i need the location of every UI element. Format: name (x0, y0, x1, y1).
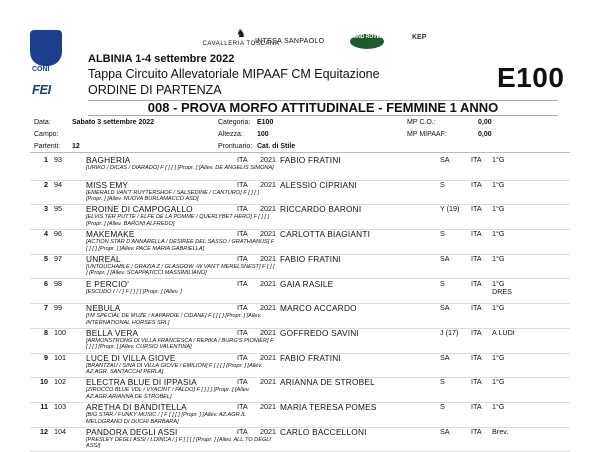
categoria-value: E100 (257, 119, 274, 126)
horse-name: LUCE DI VILLA GIOVE (86, 352, 176, 363)
horse-pedigree: [EMERALD VAN'T RUYTERSHOF / SALSEDINE / CANTURO] F [ ] [ ] [Propr. ] [Allev. NUOVA BURLAMACCO ASD] (86, 189, 260, 203)
table-row (30, 205, 570, 230)
mpco-label: MP C.O.: (407, 119, 436, 126)
fei-logo: FEI (32, 82, 51, 97)
rider-name: RICCARDO BARONI (280, 204, 362, 215)
rider-nation: ITA (471, 229, 482, 239)
rider-category: SA (440, 253, 450, 263)
rider-nation: ITA (471, 327, 482, 337)
entry-number: 9 (44, 352, 48, 362)
horse-nation: ITA (237, 327, 248, 337)
table-row (30, 230, 570, 255)
bib-number: 104 (54, 426, 66, 436)
rider-grade: 1°G (492, 253, 505, 263)
horse-nation: ITA (237, 229, 248, 239)
horse-name: MAKEMAKE (86, 229, 135, 240)
rider-category: J (17) (440, 327, 459, 337)
bib-number: 98 (54, 278, 62, 288)
horse-name: EROINE DI CAMPOGALLO (86, 204, 193, 215)
horse-nation: ITA (237, 278, 248, 288)
rider-category: S (440, 229, 445, 239)
horse-nation: ITA (237, 352, 248, 362)
table-row (30, 156, 570, 181)
rider-grade: 1°G (492, 352, 505, 362)
rider-category: S (440, 278, 445, 288)
horse-year: 2021 (260, 278, 276, 288)
prontuario-value: Cat. di Stile (257, 143, 296, 150)
horse-pedigree: [ELVIS TER PUTTE / ELFE DE LA POMME / QUERLYBET HERO] F [ ] [ ] [Propr. ] [Allev. BARONI ALFREDO] (86, 214, 270, 227)
tappa-title: Tappa Circuito Allevatoriale MIPAAF CM Equitazione (88, 67, 380, 81)
rider-name: GOFFREDO SAVINI (280, 327, 359, 338)
sponsor-kep: KEP (412, 34, 427, 41)
partenti-value: 12 (72, 143, 80, 150)
horse-pedigree: [ARMONSTRONG DI VILLA FRANCESCA / REPIKA / BURG'S PIONIER] F [ ] [ ] [Propr. ] [Allev. CURSIO VALENTINA] (86, 337, 274, 351)
rider-name: ARIANNA DE STROBEL (280, 377, 375, 388)
class-code: E100 (497, 62, 565, 93)
mpmipaaf-label: MP MIPAAF: (407, 131, 447, 138)
data-value: Sabato 3 settembre 2022 (72, 119, 155, 126)
class-banner: 008 - PROVA MORFO ATTITUDINALE - FEMMINE 1 ANNO (88, 100, 558, 116)
bib-number: 102 (54, 377, 66, 387)
event-title: ALBINIA 1-4 settembre 2022 (88, 53, 235, 65)
rider-nation: ITA (471, 253, 482, 263)
horse-nation: ITA (237, 179, 248, 189)
sponsor-land-rover: LAND ROVER (350, 34, 384, 49)
bib-number: 93 (54, 155, 62, 164)
rider-nation: ITA (471, 426, 482, 436)
horse-year: 2021 (260, 426, 276, 436)
coni-logo: CONI (32, 66, 50, 73)
rider-grade: 1°G (492, 278, 505, 288)
entry-number: 4 (44, 229, 48, 239)
horse-name: BELLA VERA (86, 327, 139, 338)
altezza-value: 100 (257, 131, 269, 138)
entry-number: 2 (44, 179, 48, 189)
horse-pedigree: [ACTION STAR D'ANNARELLA / DESIREE DEL SASSO / GRATHIANUS] F [ ] [ ] [Propr. ] [Allev. PACE MARIA GABRIELLA] (86, 239, 275, 252)
horse-pedigree: [UNTOUCHABLE / GRAZIA Z / GLASGOW -W VAN'T MERELSNEST] F [ ] [ ] [Propr. ] [Allev. SCAPPATICCI MASSIMILIANO] (86, 263, 275, 277)
rider-category: SA (440, 426, 450, 436)
rider-grade: 1°G (492, 155, 505, 164)
sponsor-intesa-sanpaolo: INTESA SANPAOLO (255, 38, 325, 45)
rider-name: MARCO ACCARDO (280, 303, 357, 314)
horse-name: BAGHERIA (86, 155, 131, 165)
horse-pedigree: [ZIROCCO BLUE VDL / VYACINT / FALDO] F [ ] [ ] [Propr. ] [Allev. AZ.AGR.ARIANNA DE STROBEL] (86, 387, 250, 400)
horse-year: 2021 (260, 204, 276, 214)
rider-nation: ITA (471, 204, 482, 214)
altezza-label: Altezza: (218, 131, 243, 138)
rider-grade: A LUDI (492, 327, 515, 337)
mpco-value: 0,00 (478, 119, 492, 126)
entry-number: 1 (44, 155, 48, 164)
rider-name: FABIO FRATINI (280, 155, 341, 165)
rider-name: FABIO FRATINI (280, 352, 341, 363)
rider-name: CARLO BACCELLONI (280, 426, 367, 437)
entry-number: 5 (44, 253, 48, 263)
horse-name: NEBULA (86, 303, 121, 314)
horse-name: PANDORA DEGLI ASSI (86, 426, 178, 437)
bib-number: 95 (54, 204, 62, 214)
rider-category: S (440, 377, 445, 387)
entry-number: 7 (44, 303, 48, 313)
horse-name: MISS EMY (86, 179, 129, 190)
bib-number: 99 (54, 303, 62, 313)
rider-category: SA (440, 155, 450, 164)
horse-nation: ITA (237, 426, 248, 436)
fise-logo-label: FISE (40, 58, 52, 64)
rider-category: SA (440, 352, 450, 362)
bib-number: 94 (54, 179, 62, 189)
rider-category: SA (440, 303, 450, 313)
rider-name: GAIA RASILE (280, 278, 334, 289)
entry-number: 10 (40, 377, 48, 387)
rider-grade-extra: DRES (492, 286, 512, 296)
rider-name: CARLOTTA BIAGIANTI (280, 229, 371, 240)
table-row (30, 304, 570, 329)
horse-year: 2021 (260, 352, 276, 362)
horse-nation: ITA (237, 402, 248, 411)
header-separator (30, 152, 570, 153)
horseshoe-icon: ♞ (236, 28, 246, 40)
rider-name: MARIA TERESA POMES (280, 402, 377, 412)
rider-grade: 1°G (492, 377, 505, 387)
horse-nation: ITA (237, 253, 248, 263)
categoria-label: Categoria: (218, 119, 251, 126)
rider-nation: ITA (471, 377, 482, 387)
rider-nation: ITA (471, 155, 482, 164)
entry-number: 12 (40, 426, 48, 436)
horse-nation: ITA (237, 303, 248, 313)
prontuario-label: Prontuario: (218, 143, 253, 150)
bib-number: 103 (54, 402, 66, 411)
table-row (30, 329, 570, 354)
horse-nation: ITA (237, 377, 248, 387)
bib-number: 97 (54, 253, 62, 263)
rider-nation: ITA (471, 278, 482, 288)
horse-year: 2021 (260, 253, 276, 263)
rider-nation: ITA (471, 402, 482, 411)
table-row (30, 181, 570, 206)
ordine-title: ORDINE DI PARTENZA (88, 83, 222, 97)
horse-pedigree: [BIG STAR / FUNKY MUSIC / ] F [ ] [ ] [Propr. ] [Allev. AZ.AGR.IL MELOGRANO DI DUCHI BARBARA] (86, 412, 246, 425)
sponsor-cavalleria-label: CAVALLERIA TOSCANA (202, 41, 280, 47)
mpmipaaf-value: 0,00 (478, 131, 492, 138)
rider-nation: ITA (471, 352, 482, 362)
rider-grade: 1°G (492, 303, 505, 313)
rider-name: ALESSIO CIPRIANI (280, 179, 357, 190)
horse-year: 2021 (260, 377, 276, 387)
horse-year: 2021 (260, 229, 276, 239)
rider-grade: 1°G (492, 229, 505, 239)
data-label: Data: (34, 119, 51, 126)
rider-category: Y (19) (440, 204, 460, 214)
horse-pedigree: [URIKO / DICAS / DIARADO] F [ ] [ ] [Propr. ] [Allev. DE ANGELIS SIMONA] (86, 165, 274, 171)
table-row (30, 255, 570, 280)
rider-grade: 1°G (492, 402, 505, 411)
horse-nation: ITA (237, 155, 248, 164)
rider-category: S (440, 179, 445, 189)
horse-pedigree: [PRESLEY DEGLI ASSI / LOINCA / ] F [ ] [ ] [Propr. ] [Allev. ALL.TO DEGLI ASSI] (86, 436, 271, 450)
entry-number: 6 (44, 278, 48, 288)
table-row (30, 428, 570, 452)
rider-nation: ITA (471, 179, 482, 189)
horse-name: E PERCIO' (86, 278, 130, 289)
bib-number: 101 (54, 352, 66, 362)
horse-year: 2021 (260, 303, 276, 313)
entry-number: 11 (40, 402, 48, 411)
table-row (30, 378, 570, 403)
horse-name: UNREAL (86, 253, 121, 264)
horse-nation: ITA (237, 204, 248, 214)
horse-name: ARETHA DI BANDITELLA (86, 402, 187, 412)
horse-pedigree: [BRANTZAU / SINA DI VILLA GIOVE / EMILION] F [ ] [ ] [Propr. ] [Allev. AZ.AGR. SANTACCHI PERLA] (86, 362, 263, 376)
table-row (30, 403, 570, 428)
rider-name: FABIO FRATINI (280, 253, 341, 264)
rider-grade: 1°G (492, 204, 505, 214)
campo-label: Campo: (34, 131, 59, 138)
horse-pedigree: [ESCUDO I / / ] F [ ] [ ] [Propr. ] [Allev. ] (86, 288, 182, 295)
rider-category: S (440, 402, 445, 411)
partenti-label: Partenti: (34, 143, 61, 150)
rider-grade: 1°G (492, 179, 505, 189)
horse-year: 2021 (260, 402, 276, 411)
horse-pedigree: [I'M SPECIAL DE MUZE / KAPARDIE / CIDANE] F [ ] [ ] [Propr. ] [Allev. INTERNATIONAL HORSES SRL] (86, 313, 262, 326)
table-row (30, 354, 570, 379)
entry-number: 8 (44, 327, 48, 337)
horse-name: ELECTRA BLUE DI IPPASIA (86, 377, 197, 388)
bib-number: 96 (54, 229, 62, 239)
rider-grade: Brev. (492, 426, 509, 436)
horse-year: 2021 (260, 327, 276, 337)
horse-year: 2021 (260, 155, 276, 164)
bib-number: 100 (54, 327, 66, 337)
horse-year: 2021 (260, 179, 276, 189)
table-row (30, 280, 570, 305)
entry-number: 3 (44, 204, 48, 214)
rider-nation: ITA (471, 303, 482, 313)
